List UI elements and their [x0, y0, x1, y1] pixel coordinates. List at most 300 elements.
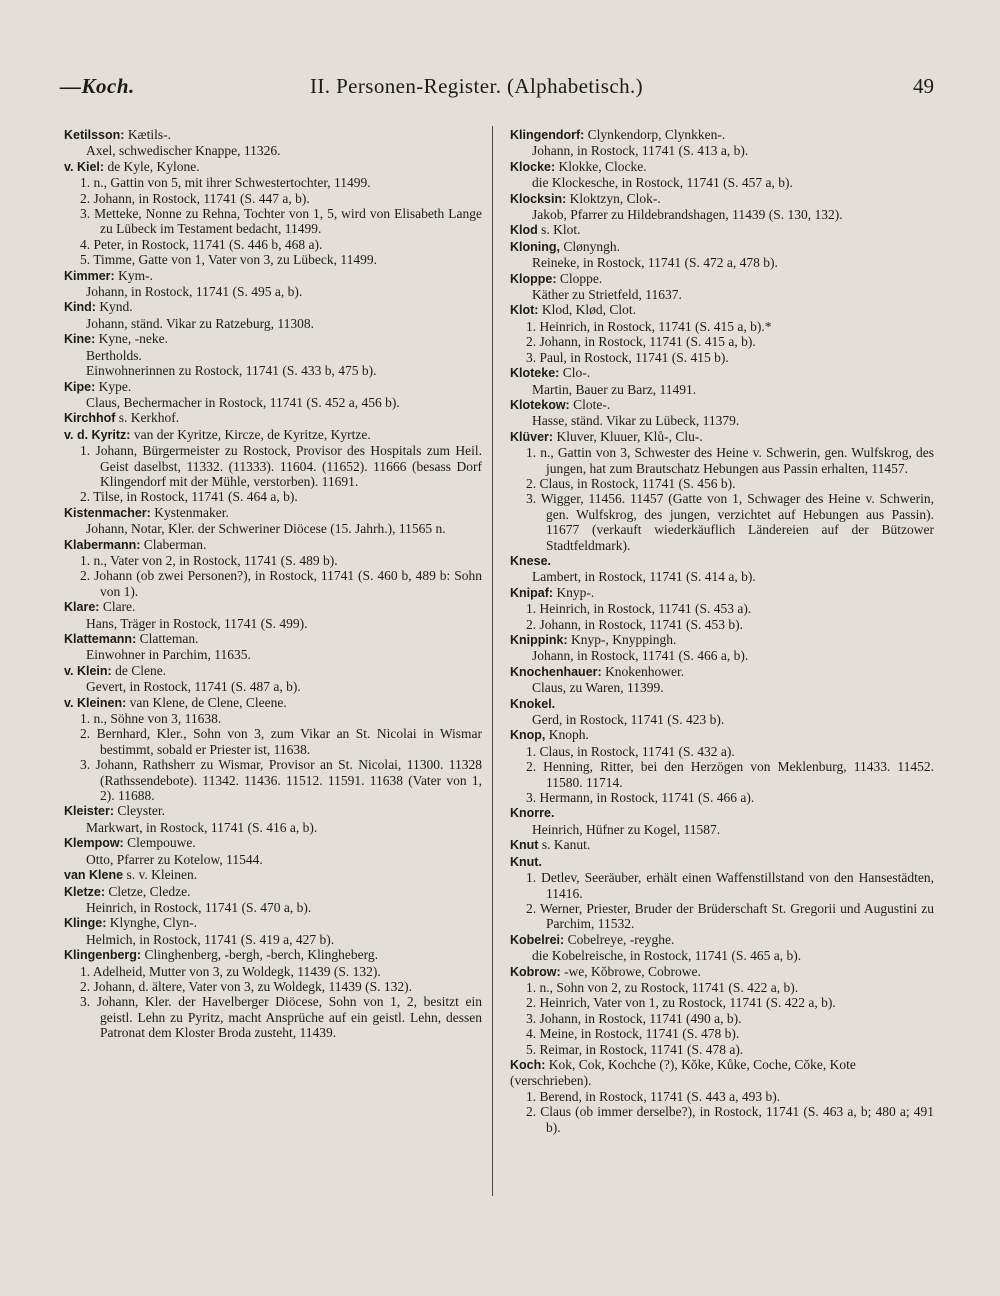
entry-line: die Klockesche, in Rostock, 11741 (S. 457 a, b). — [532, 175, 793, 191]
entry-headline — [64, 867, 482, 883]
entry-text: Claus, in Rostock, 11741 (S. 456 b). — [539, 475, 736, 491]
entry-line: Lambert, in Rostock, 11741 (S. 414 a, b). — [532, 569, 756, 585]
entry-surname: v. Kleinen: — [64, 695, 127, 710]
register-entry — [64, 915, 482, 947]
register-entry — [64, 884, 482, 916]
entry-numbered-line — [510, 870, 934, 901]
entry-number: 3. — [80, 757, 91, 773]
entry-line: Axel, schwedischer Knappe, 11326. — [86, 143, 281, 159]
entry-headline — [64, 410, 482, 426]
entry-numbered-line — [64, 175, 482, 190]
entry-number: 3. — [526, 1010, 537, 1026]
register-entry — [510, 271, 934, 303]
entry-line: Otto, Pfarrer zu Kotelow, 11544. — [86, 851, 263, 867]
entry-text: Johann, Kler. der Havelberger Diöcese, Sohn von 1, 2, besitzt ein geistl. Lehn zu Pyritz, macht Ansprüche auf ein geistl. Lehn, dessen Patronat dem Kloster Broda zusteht, 11439. — [96, 994, 483, 1041]
entry-text: n., Vater von 2, in Rostock, 11741 (S. 489 b). — [93, 552, 338, 568]
entry-numbered-line — [64, 553, 482, 568]
register-entry — [510, 964, 934, 1057]
entry-line: Johann, in Rostock, 11741 (S. 413 a, b). — [532, 143, 749, 159]
entry-numbered-line — [510, 1089, 934, 1104]
entry-variants: Cletze, Cledze. — [108, 883, 191, 899]
register-entry — [64, 803, 482, 835]
entry-numbered-line — [510, 1011, 934, 1026]
entry-text: Johann, in Rostock, 11741 (490 a, b). — [539, 1010, 742, 1026]
entry-number: 5. — [526, 1041, 537, 1057]
entry-headline — [510, 585, 934, 601]
entry-text: Metteke, Nonne zu Rehna, Tochter von 1, 5, wird von Elisabeth Lange zu Lübeck im Testament bedacht, 11499. — [94, 206, 482, 237]
entry-number: 1. — [526, 601, 537, 617]
entry-variants: Kyne, -neke. — [98, 331, 168, 347]
entry-surname: van Klene — [64, 868, 124, 883]
entry-headline — [64, 663, 482, 679]
register-entry — [64, 379, 482, 411]
entry-text: n., Gattin von 3, Schwester des Heine v. Schwerin, gen. Wulfskrog, des jungen, hat zum Brautschatz Hebungen aus Passin erhalten, 11457. — [540, 445, 935, 476]
entry-headline — [64, 159, 482, 175]
entry-variants: Klynghe, Clyn-. — [109, 915, 198, 931]
entry-surname: v. d. Kyritz: — [64, 427, 131, 442]
entry-line: Heinrich, Hüfner zu Kogel, 11587. — [532, 821, 721, 837]
entry-surname: Knut — [510, 838, 539, 853]
register-entry — [510, 727, 934, 805]
entry-headline — [510, 1057, 934, 1089]
entry-headline — [510, 805, 934, 821]
entry-number: 5. — [80, 252, 91, 268]
entry-number: 3. — [526, 790, 537, 806]
entry-number: 2. — [80, 568, 91, 584]
register-entry — [510, 159, 934, 191]
entry-line: Reineke, in Rostock, 11741 (S. 472 a, 478 b). — [532, 255, 778, 271]
entry-surname: Kletze: — [64, 884, 105, 899]
register-entry — [64, 127, 482, 159]
entry-surname: Knochenhauer: — [510, 664, 602, 679]
register-entry — [510, 805, 934, 837]
entry-surname: v. Klein: — [64, 663, 112, 678]
entry-number: 3. — [526, 491, 537, 507]
entry-numbered-line — [510, 901, 934, 932]
entry-headline — [64, 331, 482, 347]
entry-variants: Clare. — [102, 599, 136, 615]
entry-line: Heinrich, in Rostock, 11741 (S. 470 a, b). — [86, 899, 312, 915]
entry-number: 3. — [526, 349, 537, 365]
register-entry — [64, 410, 482, 426]
entry-headline — [64, 915, 482, 931]
entry-headline — [64, 505, 482, 521]
entry-surname: Knippink: — [510, 633, 568, 647]
column-divider — [492, 126, 493, 1196]
entry-number: 4. — [80, 236, 91, 252]
entry-text: Johann, Bürgermeister zu Rostock, Provisor des Hospitals zum Heil. Geist daselbst, 11332. (11333). 11604. (11652). 11666 (besass Dorf Klingendorf mit der Mühle, verstorben). 11691. — [95, 443, 483, 489]
entry-headline — [64, 835, 482, 851]
entry-numbered-line — [64, 237, 482, 252]
entry-numbered-line — [510, 476, 934, 491]
entry-numbered-line — [510, 1026, 934, 1041]
entry-number: 2. — [526, 475, 537, 491]
entry-line: Einwohner in Parchim, 11635. — [86, 647, 251, 663]
register-entry — [510, 696, 934, 728]
entry-numbered-line — [64, 191, 482, 206]
entry-numbered-line — [510, 980, 934, 995]
entry-text: Detlev, Seeräuber, erhält einen Waffenstillstand von den Hansestädten, 11416. — [541, 870, 934, 901]
entry-variants: Kystenmaker. — [154, 504, 229, 520]
entry-number: 2. — [80, 489, 91, 505]
entry-surname: Kloning, — [510, 239, 560, 254]
entry-line: Gerd, in Rostock, 11741 (S. 423 b). — [532, 712, 725, 728]
entry-headline — [510, 365, 934, 381]
entry-numbered-line — [510, 617, 934, 632]
entry-text: Heinrich, in Rostock, 11741 (S. 453 a). — [539, 601, 752, 617]
entry-variants: van der Kyritze, Kircze, de Kyritze, Kyrtze. — [133, 426, 371, 442]
entry-variants: Klokke, Clocke. — [558, 158, 647, 174]
entry-text: Claus (ob immer derselbe?), in Rostock, 11741 (S. 463 a, b; 480 a; 491 b). — [540, 1104, 934, 1135]
entry-headline — [510, 932, 934, 948]
entry-headline — [510, 159, 934, 175]
register-entry — [64, 947, 482, 1040]
entry-headline — [64, 299, 482, 315]
register-entry — [64, 631, 482, 663]
entry-headline — [64, 537, 482, 553]
entry-numbered-line — [64, 568, 482, 599]
entry-headline — [510, 553, 934, 569]
entry-surname: Kobrow: — [510, 964, 561, 979]
entry-numbered-line — [510, 1042, 934, 1057]
entry-surname: Kine: — [64, 332, 96, 347]
entry-text: Bernhard, Kler., Sohn von 3, zum Vikar an St. Nicolai in Wismar bestimmt, sobald er Priester ist, 11638. — [96, 726, 483, 757]
entry-headline — [510, 222, 934, 238]
entry-headline — [510, 397, 934, 413]
register-entry — [510, 585, 934, 632]
entry-line: Johann, ständ. Vikar zu Ratzeburg, 11308. — [86, 315, 315, 331]
entry-numbered-line — [510, 350, 934, 365]
running-head-title: II. Personen-Register. (Alphabetisch.) — [310, 74, 644, 98]
register-entry — [510, 365, 934, 397]
entry-line: Jakob, Pfarrer zu Hildebrandshagen, 11439 (S. 130, 132). — [532, 207, 843, 223]
entry-headline — [510, 271, 934, 287]
entry-line: Johann, in Rostock, 11741 (S. 466 a, b). — [532, 648, 749, 664]
entry-headline — [64, 947, 482, 963]
entry-variants: de Clene. — [115, 662, 167, 678]
entry-surname: Kloteke: — [510, 366, 560, 381]
entry-headline — [510, 964, 934, 980]
entry-surname: Koch: — [510, 1057, 546, 1072]
entry-surname: Klingendorf: — [510, 128, 585, 142]
entry-surname: Knese. — [510, 553, 551, 568]
entry-headline — [510, 239, 934, 255]
entry-surname: Knipaf: — [510, 585, 554, 600]
entry-surname: Kloppe: — [510, 271, 557, 286]
register-entry — [510, 932, 934, 964]
entry-numbered-line — [64, 206, 482, 237]
entry-surname: Klabermann: — [64, 537, 141, 552]
entry-text: Timme, Gatte von 1, Vater von 3, zu Lübeck, 11499. — [93, 252, 377, 268]
entry-text: Tilse, in Rostock, 11741 (S. 464 a, b). — [93, 489, 298, 505]
register-entry — [64, 867, 482, 883]
entry-text: Johann, Rathsherr zu Wismar, Provisor an St. Nicolai, 11300. 11328 (Rathssendebote). 11342. 11436. 11512. 11591. 11638 (Vater von 1, 2). 11688. — [95, 757, 483, 804]
entry-headline — [64, 427, 482, 443]
register-entry — [64, 299, 482, 331]
entry-number: 2. — [526, 900, 537, 916]
entry-headline — [64, 884, 482, 900]
entry-numbered-line — [510, 445, 934, 476]
register-entry — [510, 239, 934, 271]
entry-number: 3. — [80, 994, 91, 1010]
entry-surname: Klattemann: — [64, 632, 137, 646]
entry-headline — [64, 268, 482, 284]
register-entry — [64, 505, 482, 537]
entry-variants: Clempouwe. — [127, 835, 196, 851]
entry-variants: Clatteman. — [139, 631, 199, 646]
entry-surname: Klingenberg: — [64, 948, 142, 963]
entry-surname: Knorre. — [510, 806, 555, 821]
entry-variants: Clynkendorp, Clynkken-. — [587, 127, 726, 142]
register-entry — [64, 427, 482, 505]
entry-surname: Knut. — [510, 854, 542, 869]
entry-surname: Kimmer: — [64, 268, 115, 283]
register-entry — [510, 1057, 934, 1135]
entry-headline — [510, 127, 934, 143]
entry-line: Gevert, in Rostock, 11741 (S. 487 a, b). — [86, 679, 301, 695]
entry-number: 2. — [526, 995, 537, 1011]
entry-variants: Knokenhower. — [605, 663, 685, 679]
entry-headline — [510, 664, 934, 680]
entry-text: Henning, Ritter, bei den Herzögen von Meklenburg, 11433. 11452. 11580. 11714. — [543, 759, 935, 790]
entry-variants: Klod, Klød, Clot. — [541, 302, 636, 318]
entry-surname: Klocksin: — [510, 191, 567, 206]
entry-variants: Kym-. — [118, 267, 153, 283]
entry-surname: Kirchhof — [64, 411, 116, 426]
entry-surname: Klempow: — [64, 836, 124, 851]
entry-variants: van Klene, de Clene, Cleene. — [129, 694, 287, 710]
entry-line: Käther zu Strietfeld, 11637. — [532, 287, 682, 303]
entry-text: Meine, in Rostock, 11741 (S. 478 b). — [539, 1026, 740, 1042]
entry-numbered-line — [510, 1104, 934, 1135]
entry-surname: v. Kiel: — [64, 159, 105, 174]
register-entry — [510, 837, 934, 853]
entry-variants: Clinghenberg, -bergh, -berch, Klingheberg. — [144, 947, 379, 963]
entry-variants: Knyp-. — [556, 584, 595, 600]
entry-number: 2. — [526, 1104, 537, 1120]
entry-number: 1. — [80, 963, 91, 979]
entry-numbered-line — [510, 334, 934, 349]
register-entry — [510, 429, 934, 553]
entry-headline — [64, 631, 482, 647]
entry-text: Paul, in Rostock, 11741 (S. 415 b). — [539, 349, 729, 365]
entry-number: 2. — [80, 190, 91, 206]
register-entry — [64, 268, 482, 300]
entry-headline — [510, 191, 934, 207]
entry-numbered-line — [64, 711, 482, 726]
entry-surname: Knop, — [510, 728, 546, 743]
entry-line: Bertholds. — [86, 347, 142, 363]
register-entry — [64, 331, 482, 378]
entry-text: Johann, in Rostock, 11741 (S. 447 a, b). — [93, 190, 310, 206]
entry-text: Reimar, in Rostock, 11741 (S. 478 a). — [539, 1041, 744, 1057]
entry-number: 3. — [80, 206, 91, 222]
entry-variants: s. Klot. — [541, 222, 581, 238]
entry-headline — [64, 599, 482, 615]
entry-text: n., Sohn von 2, zu Rostock, 11741 (S. 422 a, b). — [539, 979, 799, 995]
entry-variants: Cleyster. — [117, 803, 166, 819]
entry-numbered-line — [510, 744, 934, 759]
register-entry — [510, 222, 934, 238]
left-column — [64, 127, 482, 1041]
entry-number: 1. — [80, 175, 91, 191]
entry-line: Hasse, ständ. Vikar zu Lübeck, 11379. — [532, 413, 740, 429]
entry-variants: Clønyngh. — [563, 238, 621, 254]
entry-number: 2. — [526, 334, 537, 350]
entry-number: 1. — [526, 445, 537, 461]
entry-surname: Klare: — [64, 600, 100, 615]
entry-surname: Kipe: — [64, 379, 96, 394]
entry-variants: s. Kerkhof. — [118, 410, 180, 426]
entry-text: Claus, in Rostock, 11741 (S. 432 a). — [539, 743, 735, 759]
entry-line: Claus, zu Waren, 11399. — [532, 680, 664, 696]
entry-surname: Klocke: — [510, 159, 556, 174]
entry-variants: Cloppe. — [559, 270, 603, 286]
entry-variants: Kloktzyn, Clok-. — [569, 190, 661, 206]
entry-headline — [510, 727, 934, 743]
entry-line: Martin, Bauer zu Barz, 11491. — [532, 381, 697, 397]
entry-headline — [510, 302, 934, 318]
register-entry — [64, 695, 482, 804]
entry-line: Claus, Bechermacher in Rostock, 11741 (S. 452 a, 456 b). — [86, 394, 400, 410]
entry-line: Einwohnerinnen zu Rostock, 11741 (S. 433 b, 475 b). — [86, 363, 377, 379]
entry-numbered-line — [510, 790, 934, 805]
entry-line: die Kobelreische, in Rostock, 11741 (S. 465 a, b). — [532, 948, 802, 964]
entry-headline — [64, 695, 482, 711]
entry-line: Johann, in Rostock, 11741 (S. 495 a, b). — [86, 284, 303, 300]
page-number: 49 — [913, 74, 934, 98]
entry-numbered-line — [64, 964, 482, 979]
register-entry — [64, 835, 482, 867]
entry-numbered-line — [64, 726, 482, 757]
register-entry — [510, 397, 934, 429]
entry-variants: Clote-. — [573, 396, 611, 412]
entry-surname: Kind: — [64, 300, 96, 315]
register-entry — [64, 663, 482, 695]
entry-number: 2. — [80, 978, 91, 994]
entry-number: 2. — [526, 759, 537, 775]
entry-variants: s. Kanut. — [541, 837, 591, 853]
entry-text: Heinrich, in Rostock, 11741 (S. 415 a, b).* — [539, 318, 772, 334]
entry-surname: Ketilsson: — [64, 128, 125, 142]
entry-number: 2. — [526, 616, 537, 632]
entry-headline — [510, 632, 934, 648]
entry-numbered-line — [510, 319, 934, 334]
entry-headline — [64, 803, 482, 819]
entry-text: Johann (ob zwei Personen?), in Rostock, 11741 (S. 460 b, 489 b: Sohn von 1). — [94, 568, 483, 599]
entry-number: 1. — [526, 979, 537, 995]
entry-text: n., Gattin von 5, mit ihrer Schwestertochter, 11499. — [93, 175, 371, 191]
entry-numbered-line — [64, 443, 482, 489]
entry-surname: Kleister: — [64, 804, 115, 819]
entry-number: 2. — [80, 726, 91, 742]
entry-numbered-line — [64, 252, 482, 267]
right-column — [510, 127, 934, 1135]
entry-line: Hans, Träger in Rostock, 11741 (S. 499). — [86, 615, 308, 631]
entry-headline — [64, 379, 482, 395]
entry-variants: Knoph. — [548, 727, 589, 743]
entry-headline — [510, 837, 934, 853]
entry-text: Peter, in Rostock, 11741 (S. 446 b, 468 a). — [93, 236, 323, 252]
entry-text: Johann, in Rostock, 11741 (S. 453 b). — [539, 616, 743, 632]
entry-number: 1. — [80, 711, 91, 727]
entry-number: 4. — [526, 1026, 537, 1042]
entry-surname: Klod — [510, 223, 538, 238]
entry-numbered-line — [64, 757, 482, 803]
entry-variants: Cobelreye, -reyghe. — [567, 931, 675, 947]
entry-variants: Kok, Cok, Kochche (?), Kŏke, Kůke, Coche, Cŏke, Kote (verschrieben). — [510, 1056, 856, 1089]
entry-surname: Kistenmacher: — [64, 505, 151, 520]
entry-text: n., Söhne von 3, 11638. — [93, 711, 222, 727]
register-entry — [510, 127, 934, 159]
entry-headline — [510, 696, 934, 712]
entry-numbered-line — [64, 489, 482, 504]
entry-headline — [510, 854, 934, 870]
entry-text: Heinrich, Vater von 1, zu Rostock, 11741 (S. 422 a, b). — [539, 995, 836, 1011]
entry-surname: Kobelrei: — [510, 932, 565, 947]
entry-variants: Kluver, Kluuer, Klů-, Clu-. — [556, 428, 703, 444]
register-entry — [64, 599, 482, 631]
entry-line: Johann, Notar, Kler. der Schweriner Diöcese (15. Jahrh.), 11565 n. — [86, 521, 446, 537]
entry-variants: de Kyle, Kylone. — [107, 158, 200, 174]
entry-number: 1. — [526, 870, 537, 886]
entry-text: Hermann, in Rostock, 11741 (S. 466 a). — [539, 790, 755, 806]
entry-numbered-line — [510, 491, 934, 553]
entry-variants: s. v. Kleinen. — [126, 867, 198, 883]
entry-number: 1. — [80, 443, 91, 459]
entry-surname: Knokel. — [510, 696, 556, 711]
entry-text: Wigger, 11456. 11457 (Gatte von 1, Schwager des Heine v. Schwerin, gen. Wulfskrog, des jungen, verzichtet auf Hebungen aus Passin). 11677 (verkauft wiederkäuflich Ländereien auf der Bützower Stadtfeldmark). — [540, 491, 934, 553]
register-entry — [510, 191, 934, 223]
entry-number: 1. — [526, 743, 537, 759]
entry-text: Adelheid, Mutter von 3, zu Woldegk, 11439 (S. 132). — [92, 963, 381, 979]
entry-number: 1. — [526, 1088, 537, 1104]
entry-surname: Klinge: — [64, 916, 107, 931]
entry-line: Helmich, in Rostock, 11741 (S. 419 a, 427 b). — [86, 931, 335, 947]
entry-numbered-line — [510, 995, 934, 1010]
entry-number: 1. — [526, 318, 537, 334]
entry-text: Johann, d. ältere, Vater von 3, zu Woldegk, 11439 (S. 132). — [93, 978, 412, 994]
entry-numbered-line — [64, 994, 482, 1040]
entry-text: Berend, in Rostock, 11741 (S. 443 a, 493 b). — [539, 1088, 781, 1104]
entry-headline — [64, 127, 482, 143]
entry-headline — [510, 429, 934, 445]
register-entry — [64, 537, 482, 600]
entry-text: Werner, Priester, Bruder der Brüderschaft St. Gregorii und Augustini zu Parchim, 11532. — [540, 900, 934, 932]
entry-variants: Claberman. — [143, 536, 207, 552]
entry-surname: Klotekow: — [510, 397, 570, 412]
running-head-left: —Koch. — [60, 74, 135, 98]
register-entry — [64, 159, 482, 268]
register-entry — [510, 664, 934, 696]
entry-surname: Klot: — [510, 303, 539, 318]
register-entry — [510, 854, 934, 932]
entry-variants: -we, Kŏbrowe, Cobrowe. — [564, 963, 701, 979]
entry-numbered-line — [510, 759, 934, 790]
register-entry — [510, 553, 934, 585]
entry-variants: Knyp-, Knyppingh. — [571, 632, 677, 647]
entry-number: 1. — [80, 552, 91, 568]
entry-variants: Kype. — [98, 378, 132, 394]
entry-variants: Kynd. — [99, 299, 133, 315]
entry-line: Markwart, in Rostock, 11741 (S. 416 a, b). — [86, 819, 318, 835]
register-entry — [510, 302, 934, 365]
entry-numbered-line — [510, 601, 934, 616]
entry-variants: Clo-. — [562, 365, 591, 381]
entry-variants: Kætils-. — [127, 127, 171, 142]
entry-surname: Klüver: — [510, 429, 554, 444]
entry-numbered-line — [64, 979, 482, 994]
